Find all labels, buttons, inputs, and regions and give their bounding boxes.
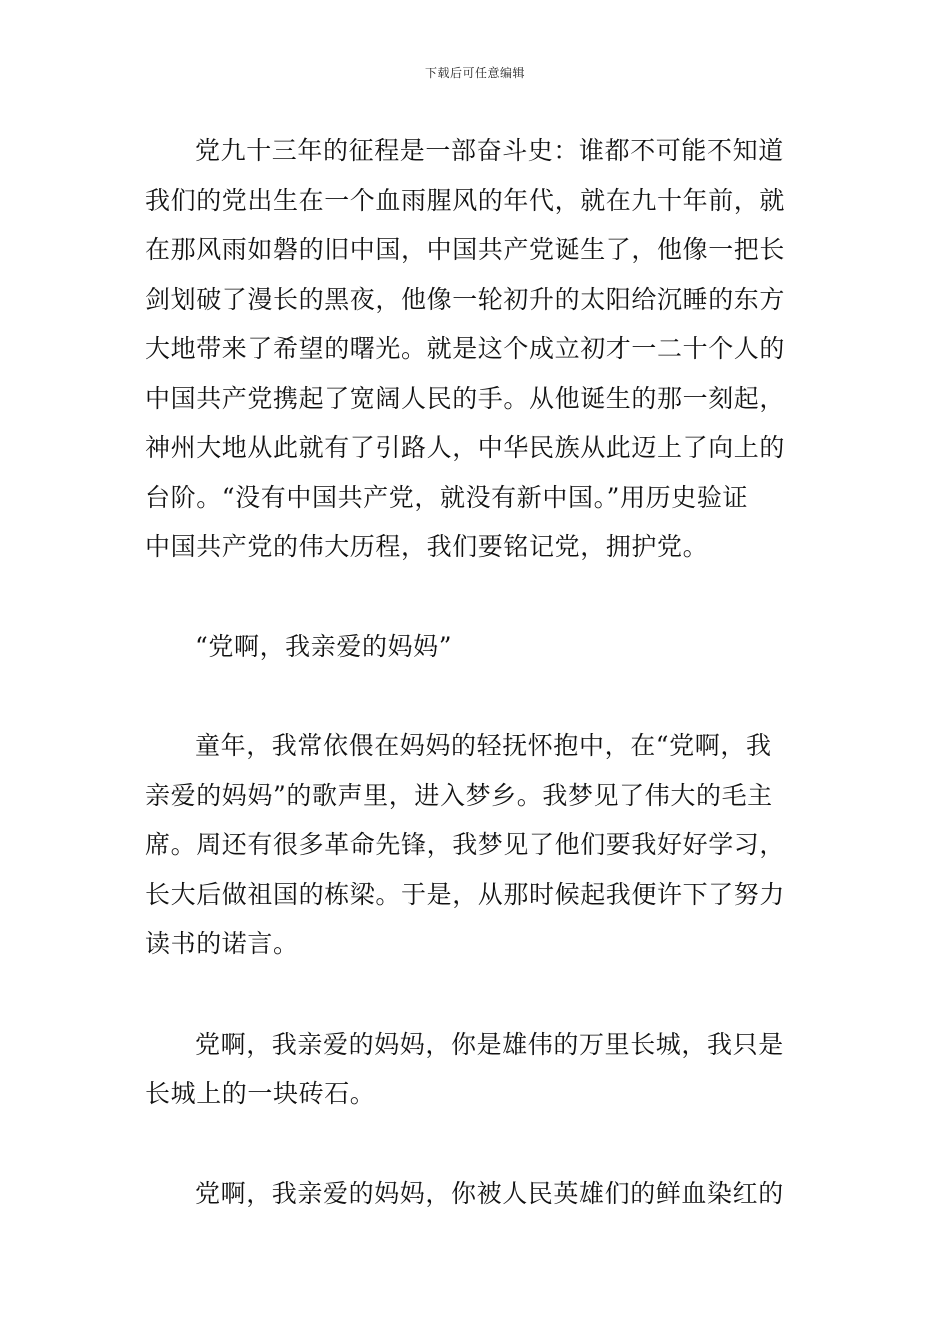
paragraph-1-line-3: 在那风雨如磐的旧中国，中国共产党诞生了，他像一把长 [145,235,786,264]
paragraph-1-line-6: 中国共产党携起了宽阔人民的手。从他诞生的那一刻起， [145,384,786,413]
paragraph-2-line-2: 亲爱的妈妈”的歌声里，进入梦乡。我梦见了伟大的毛主 [145,781,773,810]
paragraph-2-line-4: 长大后做祖国的栋梁。于是，从那时候起我便许下了努力 [145,880,786,909]
paragraph-4-line-1: 党啊，我亲爱的妈妈，你被人民英雄们的鲜血染红的 [195,1179,784,1208]
header-note: 下载后可任意编辑 [424,66,525,80]
paragraph-1-line-9: 中国共产党的伟大历程，我们要铭记党，拥护党。 [145,532,709,561]
paragraph-3-line-2: 长城上的一块砖石。 [145,1079,376,1108]
section-heading: “党啊，我亲爱的妈妈” [195,632,453,661]
paragraph-2-line-3: 席。周还有很多革命先锋，我梦见了他们要我好好学习， [145,830,786,859]
paragraph-1-line-4: 剑划破了漫长的黑夜，他像一轮初升的太阳给沉睡的东方 [145,285,786,314]
paragraph-1-line-1: 党九十三年的征程是一部奋斗史：谁都不可能不知道 [195,136,784,165]
paragraph-2-line-5: 读书的诺言。 [145,929,299,958]
paragraph-1-line-7: 神州大地从此就有了引路人，中华民族从此迈上了向上的 [145,433,786,462]
paragraph-1-line-8: 台阶。“没有中国共产党，就没有新中国。”用历史验证 [145,483,749,512]
paragraph-1-line-2: 我们的党出生在一个血雨腥风的年代，就在九十年前，就 [145,186,786,215]
paragraph-1-line-5: 大地带来了希望的曙光。就是这个成立初才一二十个人的 [145,334,786,363]
paragraph-3-line-1: 党啊，我亲爱的妈妈，你是雄伟的万里长城，我只是 [195,1030,784,1059]
paragraph-2-line-1: 童年，我常依偎在妈妈的轻抚怀抱中，在“党啊，我 [195,731,772,760]
